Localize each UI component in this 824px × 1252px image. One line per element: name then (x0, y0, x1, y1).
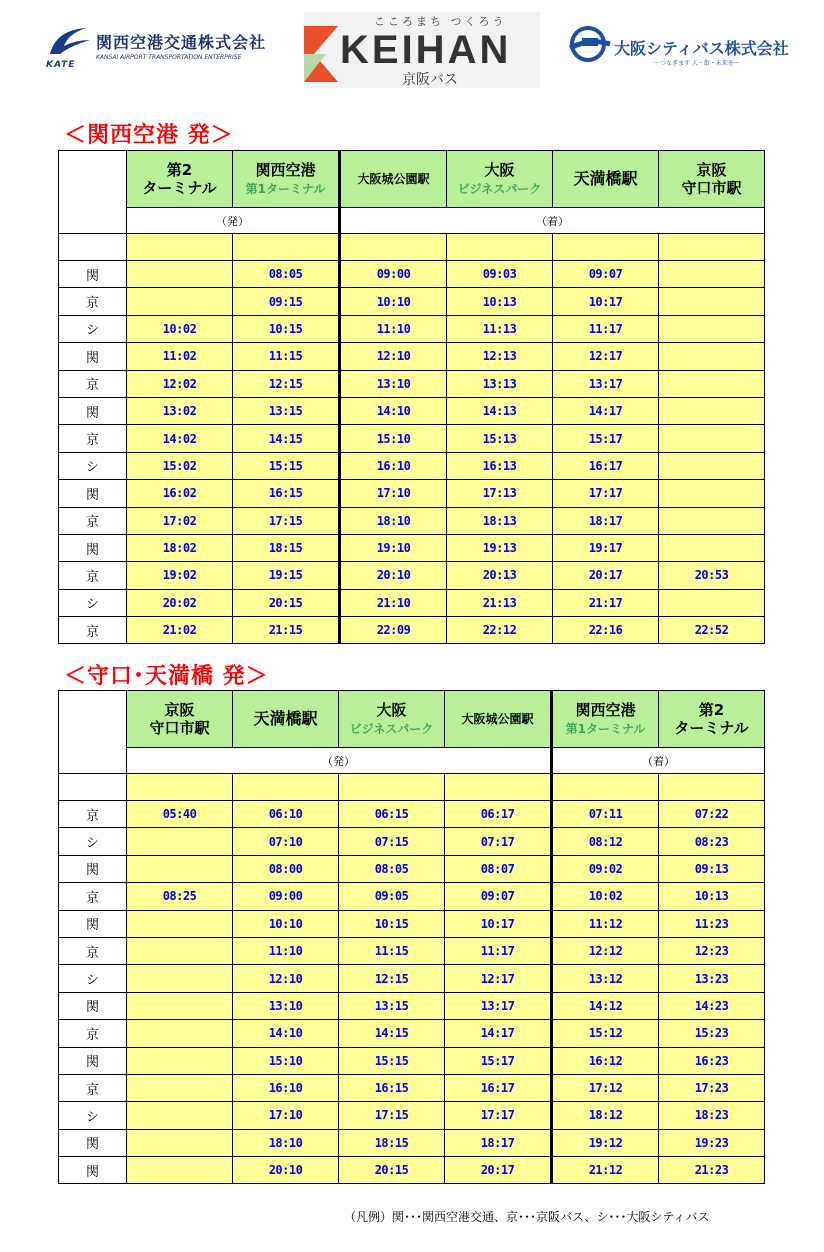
operator-cell: 京 (59, 425, 127, 452)
time-cell: 14:13 (447, 397, 553, 424)
time-cell: 09:03 (447, 261, 553, 288)
time-cell (659, 507, 765, 534)
time-cell: 14:02 (127, 425, 233, 452)
kate-swoosh-icon (46, 24, 92, 60)
table-row (59, 397, 765, 424)
table-row (59, 801, 765, 828)
stop-header: 天満橋駅 (553, 151, 659, 208)
time-cell (127, 1102, 233, 1129)
table-row (59, 343, 765, 370)
time-cell: 17:15 (233, 507, 340, 534)
time-cell: 15:02 (127, 452, 233, 479)
time-cell: 08:23 (659, 828, 765, 855)
table-row (59, 480, 765, 507)
time-cell: 16:10 (340, 452, 447, 479)
time-cell: 19:13 (447, 534, 553, 561)
time-cell: 09:00 (340, 261, 447, 288)
time-cell: 17:12 (552, 1074, 659, 1101)
time-cell: 10:13 (659, 883, 765, 910)
table-row (59, 855, 765, 882)
time-cell: 20:10 (340, 562, 447, 589)
time-cell: 20:17 (553, 562, 659, 589)
time-cell (659, 343, 765, 370)
time-cell (127, 965, 233, 992)
time-cell: 10:02 (127, 315, 233, 342)
time-cell: 17:02 (127, 507, 233, 534)
kate-english-name: KANSAI AIRPORT TRANSPORTATION ENTERPRISE (96, 54, 242, 61)
time-cell: 21:12 (552, 1157, 659, 1184)
time-cell (659, 370, 765, 397)
operator-cell: 京 (59, 288, 127, 315)
time-cell: 13:15 (339, 992, 445, 1019)
time-cell: 12:23 (659, 937, 765, 964)
corner-cell (59, 691, 127, 774)
time-cell: 12:17 (445, 965, 552, 992)
table-row (59, 452, 765, 479)
time-cell: 12:13 (447, 343, 553, 370)
time-cell: 18:12 (552, 1102, 659, 1129)
time-cell: 06:17 (445, 801, 552, 828)
time-cell: 14:10 (233, 1020, 339, 1047)
time-cell: 07:15 (339, 828, 445, 855)
time-cell (659, 261, 765, 288)
table-row (59, 261, 765, 288)
table-row (59, 1102, 765, 1129)
time-cell: 10:10 (233, 910, 339, 937)
time-cell: 22:09 (340, 617, 447, 644)
stop-header-row (59, 691, 765, 748)
time-cell: 11:23 (659, 910, 765, 937)
time-cell: 21:15 (233, 617, 340, 644)
time-cell: 22:16 (553, 617, 659, 644)
time-cell (659, 534, 765, 561)
time-cell (659, 425, 765, 452)
keihan-tagline: こころまち つくろう (374, 15, 507, 28)
time-cell (659, 480, 765, 507)
time-cell: 18:10 (233, 1129, 339, 1156)
time-cell: 11:17 (445, 937, 552, 964)
time-cell: 17:10 (233, 1102, 339, 1129)
operator-cell: 京 (59, 801, 127, 828)
time-cell: 18:23 (659, 1102, 765, 1129)
time-cell: 06:10 (233, 801, 339, 828)
time-cell (127, 855, 233, 882)
time-cell: 12:12 (552, 937, 659, 964)
time-cell: 13:13 (447, 370, 553, 397)
time-cell: 10:13 (447, 288, 553, 315)
time-cell: 08:05 (339, 855, 445, 882)
time-cell: 21:13 (447, 589, 553, 616)
time-cell: 06:15 (339, 801, 445, 828)
time-cell: 13:17 (553, 370, 659, 397)
operator-cell: 関 (59, 1047, 127, 1074)
timetable-body (59, 261, 765, 644)
table-row (59, 370, 765, 397)
time-cell: 16:10 (233, 1074, 339, 1101)
time-cell (659, 315, 765, 342)
operator-cell: 関 (59, 534, 127, 561)
table-row (59, 315, 765, 342)
time-cell: 15:23 (659, 1020, 765, 1047)
time-cell: 11:12 (552, 910, 659, 937)
operator-cell: 京 (59, 507, 127, 534)
time-cell: 15:15 (233, 452, 340, 479)
time-cell: 15:10 (340, 425, 447, 452)
time-cell: 11:15 (233, 343, 340, 370)
keihan-mark-icon (304, 26, 338, 82)
time-cell: 11:15 (339, 937, 445, 964)
time-cell: 16:12 (552, 1047, 659, 1074)
stop-header: 京阪 守口市駅 (659, 151, 765, 208)
time-cell: 07:17 (445, 828, 552, 855)
time-cell: 14:15 (233, 425, 340, 452)
time-cell: 18:17 (553, 507, 659, 534)
time-cell: 12:17 (553, 343, 659, 370)
time-cell: 16:23 (659, 1047, 765, 1074)
kate-wordmark: KATE (46, 60, 76, 70)
time-cell: 20:17 (445, 1157, 552, 1184)
time-cell (659, 452, 765, 479)
time-cell: 15:17 (445, 1047, 552, 1074)
time-cell (659, 288, 765, 315)
table-row (59, 883, 765, 910)
time-cell: 18:15 (233, 534, 340, 561)
operator-cell: 京 (59, 562, 127, 589)
time-cell: 21:23 (659, 1157, 765, 1184)
osaka-city-bus-logo (568, 24, 818, 72)
time-cell: 14:17 (445, 1020, 552, 1047)
table-row (59, 937, 765, 964)
time-cell: 09:13 (659, 855, 765, 882)
dep-arr-label-row (59, 208, 765, 234)
time-cell: 12:10 (233, 965, 339, 992)
time-cell: 18:13 (447, 507, 553, 534)
keihan-bus-name: 京阪バス (402, 72, 458, 88)
operator-cell: シ (59, 315, 127, 342)
time-cell: 09:05 (339, 883, 445, 910)
logo-bar (0, 0, 824, 100)
table-row (59, 1129, 765, 1156)
stop-header: 京阪 守口市駅 (127, 691, 233, 748)
operator-cell: シ (59, 965, 127, 992)
stop-header: 大阪城公園駅 (445, 691, 552, 748)
time-cell (127, 1129, 233, 1156)
section-title-moriguchi-departure: ＜守口･天満橋 発＞ (64, 664, 269, 689)
time-cell: 10:17 (445, 910, 552, 937)
time-cell (127, 1020, 233, 1047)
operator-cell: 京 (59, 1074, 127, 1101)
time-cell: 09:00 (233, 883, 339, 910)
time-cell: 12:02 (127, 370, 233, 397)
time-cell: 13:10 (340, 370, 447, 397)
table-row (59, 1047, 765, 1074)
time-cell: 17:23 (659, 1074, 765, 1101)
time-cell (127, 937, 233, 964)
stop-header: 大阪 ビジネスパーク (447, 151, 553, 208)
time-cell (127, 910, 233, 937)
time-cell: 21:10 (340, 589, 447, 616)
time-cell: 20:15 (339, 1157, 445, 1184)
time-cell: 05:40 (127, 801, 233, 828)
time-cell: 19:15 (233, 562, 340, 589)
stop-header: 大阪 ビジネスパーク (339, 691, 445, 748)
depart-label: （発） (127, 748, 552, 774)
stop-header: 関西空港 第1ターミナル (552, 691, 659, 748)
time-cell: 13:15 (233, 397, 340, 424)
osaka-city-bus-name: 大阪シティバス株式会社 (614, 39, 789, 58)
time-cell: 21:02 (127, 617, 233, 644)
timetable-moriguchi-departure (58, 690, 765, 1184)
time-cell: 18:10 (340, 507, 447, 534)
section-title-kansai-departure: ＜関西空港 発＞ (64, 123, 234, 148)
table-row (59, 828, 765, 855)
operator-cell: 京 (59, 1020, 127, 1047)
operator-cell: 関 (59, 397, 127, 424)
time-cell: 18:02 (127, 534, 233, 561)
time-cell: 09:07 (553, 261, 659, 288)
time-cell: 12:15 (339, 965, 445, 992)
operator-cell: 京 (59, 617, 127, 644)
operator-cell: シ (59, 1102, 127, 1129)
time-cell: 19:10 (340, 534, 447, 561)
operator-legend: （凡例）関･･･関西空港交通、京･･･京阪バス、シ･･･大阪シティバス (344, 1210, 710, 1224)
corner-cell (59, 151, 127, 234)
time-cell: 20:10 (233, 1157, 339, 1184)
time-cell: 18:17 (445, 1129, 552, 1156)
table-row (59, 617, 765, 644)
operator-cell: シ (59, 452, 127, 479)
operator-cell: 関 (59, 261, 127, 288)
operator-cell: 関 (59, 1157, 127, 1184)
stop-header: 第2 ターミナル (127, 151, 233, 208)
time-cell: 08:12 (552, 828, 659, 855)
table-row (59, 562, 765, 589)
stop-header: 関西空港 第1ターミナル (233, 151, 340, 208)
table-row (59, 288, 765, 315)
time-cell: 07:10 (233, 828, 339, 855)
time-cell: 20:13 (447, 562, 553, 589)
dep-arr-label-row (59, 748, 765, 774)
time-cell: 07:11 (552, 801, 659, 828)
time-cell: 12:15 (233, 370, 340, 397)
table-row (59, 507, 765, 534)
time-cell: 11:10 (340, 315, 447, 342)
time-cell: 16:17 (445, 1074, 552, 1101)
time-cell (127, 1047, 233, 1074)
time-cell: 22:52 (659, 617, 765, 644)
time-cell (127, 1074, 233, 1101)
globe-bus-icon (568, 24, 612, 64)
time-cell: 08:07 (445, 855, 552, 882)
time-cell: 10:17 (553, 288, 659, 315)
table-row (59, 965, 765, 992)
time-cell: 17:13 (447, 480, 553, 507)
operator-cell: 関 (59, 480, 127, 507)
time-cell: 10:15 (339, 910, 445, 937)
time-cell: 22:12 (447, 617, 553, 644)
time-cell: 20:53 (659, 562, 765, 589)
time-cell (127, 1157, 233, 1184)
time-cell: 19:12 (552, 1129, 659, 1156)
time-cell: 10:10 (340, 288, 447, 315)
operator-cell: 京 (59, 937, 127, 964)
time-cell: 17:10 (340, 480, 447, 507)
operator-cell: シ (59, 828, 127, 855)
kate-logo (46, 24, 276, 72)
time-cell: 15:10 (233, 1047, 339, 1074)
operator-cell: 関 (59, 992, 127, 1019)
time-cell: 16:17 (553, 452, 659, 479)
operator-cell: 関 (59, 343, 127, 370)
keihan-logo (304, 12, 540, 88)
time-cell: 18:15 (339, 1129, 445, 1156)
time-cell: 13:12 (552, 965, 659, 992)
stop-header: 大阪城公園駅 (340, 151, 447, 208)
time-cell: 10:15 (233, 315, 340, 342)
time-cell (127, 828, 233, 855)
time-cell: 17:15 (339, 1102, 445, 1129)
keihan-wordmark: KEIHAN (340, 28, 512, 72)
time-cell (659, 589, 765, 616)
table-row (59, 1074, 765, 1101)
time-cell: 16:13 (447, 452, 553, 479)
time-cell: 08:00 (233, 855, 339, 882)
time-cell (659, 397, 765, 424)
time-cell: 09:07 (445, 883, 552, 910)
time-cell: 10:02 (552, 883, 659, 910)
depart-label: （発） (127, 208, 340, 234)
table-row (59, 910, 765, 937)
table-row (59, 1157, 765, 1184)
time-cell (127, 288, 233, 315)
time-cell: 13:10 (233, 992, 339, 1019)
time-cell: 08:25 (127, 883, 233, 910)
time-cell: 16:15 (339, 1074, 445, 1101)
table-row (59, 992, 765, 1019)
arrive-label: （着） (340, 208, 765, 234)
time-cell: 19:02 (127, 562, 233, 589)
table-row (59, 1020, 765, 1047)
time-cell: 11:17 (553, 315, 659, 342)
time-cell (127, 992, 233, 1019)
time-cell: 19:17 (553, 534, 659, 561)
time-cell: 19:23 (659, 1129, 765, 1156)
timetable-body (59, 801, 765, 1184)
time-cell: 13:02 (127, 397, 233, 424)
time-cell: 09:15 (233, 288, 340, 315)
spacer-row (59, 774, 765, 801)
time-cell: 15:15 (339, 1047, 445, 1074)
time-cell: 16:15 (233, 480, 340, 507)
operator-cell: 関 (59, 1129, 127, 1156)
stop-header-row (59, 151, 765, 208)
spacer-row (59, 234, 765, 261)
time-cell: 20:02 (127, 589, 233, 616)
time-cell: 11:13 (447, 315, 553, 342)
time-cell: 14:12 (552, 992, 659, 1019)
time-cell: 14:23 (659, 992, 765, 1019)
operator-cell: シ (59, 589, 127, 616)
time-cell: 14:10 (340, 397, 447, 424)
operator-cell: 京 (59, 883, 127, 910)
time-cell: 08:05 (233, 261, 340, 288)
table-row (59, 534, 765, 561)
kate-company-name: 関西空港交通株式会社 (96, 33, 267, 52)
timetable-kansai-departure (58, 150, 765, 644)
time-cell: 14:15 (339, 1020, 445, 1047)
time-cell: 12:10 (340, 343, 447, 370)
time-cell (127, 261, 233, 288)
stop-header: 天満橋駅 (233, 691, 339, 748)
time-cell: 21:17 (553, 589, 659, 616)
time-cell: 16:02 (127, 480, 233, 507)
time-cell: 11:10 (233, 937, 339, 964)
table-row (59, 589, 765, 616)
stop-header: 第2 ターミナル (659, 691, 765, 748)
operator-cell: 関 (59, 910, 127, 937)
time-cell: 15:13 (447, 425, 553, 452)
time-cell: 07:22 (659, 801, 765, 828)
time-cell: 09:02 (552, 855, 659, 882)
time-cell: 15:17 (553, 425, 659, 452)
time-cell: 20:15 (233, 589, 340, 616)
time-cell: 11:02 (127, 343, 233, 370)
time-cell: 17:17 (553, 480, 659, 507)
time-cell: 13:17 (445, 992, 552, 1019)
time-cell: 15:12 (552, 1020, 659, 1047)
osaka-city-bus-tagline: 〜つなぎます 人・街・未来を〜 (654, 60, 740, 67)
operator-cell: 関 (59, 855, 127, 882)
arrive-label: （着） (552, 748, 765, 774)
time-cell: 13:23 (659, 965, 765, 992)
operator-cell: 京 (59, 370, 127, 397)
time-cell: 17:17 (445, 1102, 552, 1129)
table-row (59, 425, 765, 452)
time-cell: 14:17 (553, 397, 659, 424)
